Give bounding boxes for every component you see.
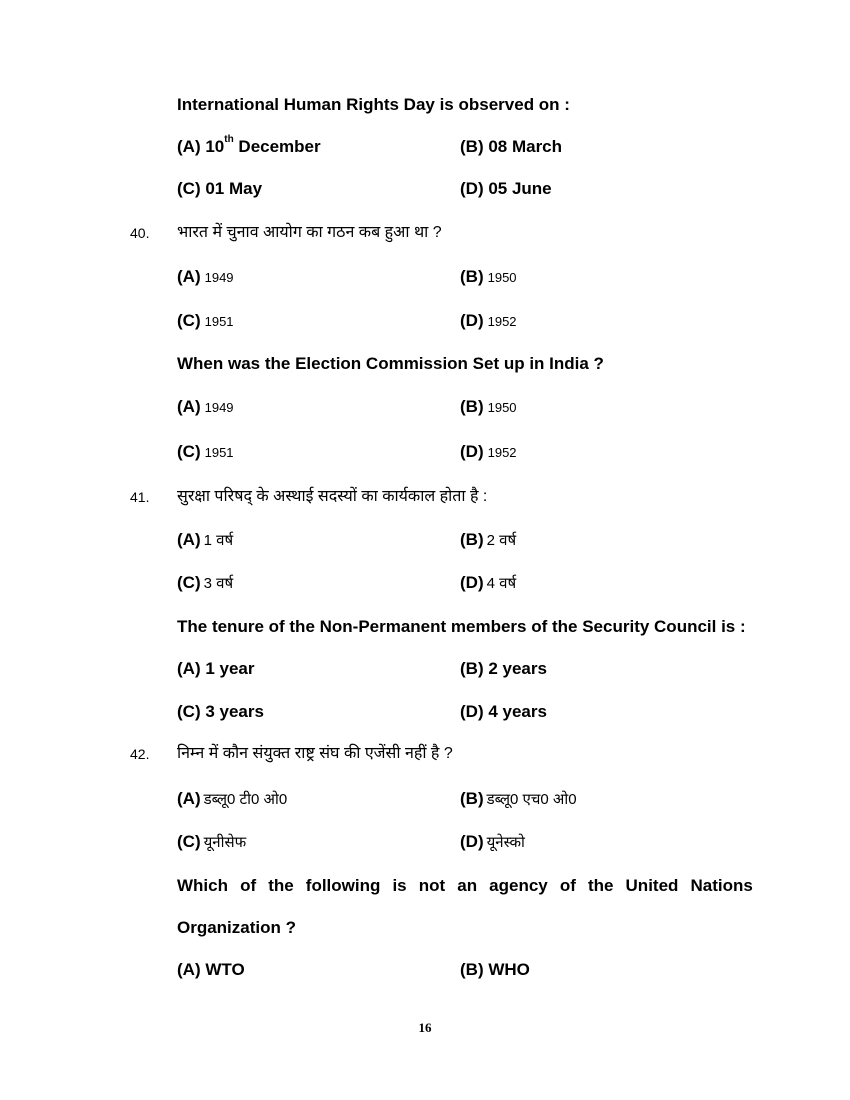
- option-a-hindi: [177, 267, 234, 287]
- option-value: 1949: [204, 400, 234, 415]
- option-d-hindi: [460, 832, 525, 852]
- option-c-hindi: [177, 573, 233, 593]
- option-value: 1950: [487, 270, 517, 285]
- option-label: (A): [177, 267, 201, 286]
- option-value: 4 वर्ष: [486, 575, 517, 592]
- word: following: [305, 876, 381, 895]
- option-c-hindi: [177, 832, 246, 852]
- option-b-hindi: [460, 267, 517, 287]
- option-label: (C): [177, 573, 201, 592]
- option-b: (B) 08 March: [460, 137, 563, 156]
- option-d: (D) 4 years: [460, 702, 547, 721]
- question-text: When was the Election Commission Set up in India ?: [177, 354, 604, 373]
- option-value: 1952: [487, 445, 517, 460]
- option-value: 1951: [204, 445, 234, 460]
- word: not: [418, 876, 446, 895]
- option-label: (C): [177, 832, 201, 851]
- option-a-suffix: December: [233, 137, 321, 156]
- option-value: डब्लू0 टी0 ओ0: [203, 791, 288, 808]
- option-value: 1950: [487, 400, 517, 415]
- option-c: (C) 01 May: [177, 179, 263, 198]
- question-text-hindi: सुरक्षा परिषद् के अस्थाई सदस्यों का कार्यकाल होता है :: [177, 488, 488, 505]
- question-text: International Human Rights Day is observed on :: [177, 95, 570, 114]
- question-number: 41.: [130, 489, 150, 505]
- option-a: (A) WTO: [177, 960, 245, 979]
- option-value: 2 वर्ष: [486, 532, 517, 549]
- option-label: (B): [460, 789, 484, 808]
- option-a: [177, 134, 321, 157]
- option-label: (B): [460, 397, 484, 416]
- option-value: यूनीसेफ: [203, 834, 247, 851]
- word: United: [625, 876, 679, 895]
- option-label: (D): [460, 573, 484, 592]
- word: of: [559, 876, 576, 895]
- option-b: [460, 397, 517, 417]
- superscript: th: [224, 134, 234, 145]
- question-text-hindi: भारत में चुनाव आयोग का गठन कब हुआ था ?: [177, 224, 442, 241]
- question-text-line1: [177, 876, 753, 896]
- question-number: 40.: [130, 225, 150, 241]
- option-label: (B): [460, 267, 484, 286]
- option-b: (B) 2 years: [460, 659, 547, 678]
- word: the: [587, 876, 614, 895]
- question-number: 42.: [130, 746, 150, 762]
- question-text: The tenure of the Non-Permanent members of the Security Council is :: [177, 617, 746, 636]
- word: Nations: [690, 876, 753, 895]
- option-b-hindi: [460, 530, 516, 550]
- option-d-hindi: [460, 573, 516, 593]
- option-value: 1952: [487, 314, 517, 329]
- option-label: (C): [177, 311, 201, 330]
- option-a-prefix: (A) 10: [177, 137, 225, 156]
- option-d-hindi: [460, 311, 517, 331]
- option-c-hindi: [177, 311, 234, 331]
- option-c: (C) 3 years: [177, 702, 264, 721]
- option-value: यूनेस्को: [486, 834, 525, 851]
- word: an: [457, 876, 478, 895]
- page-number: 16: [418, 1020, 432, 1035]
- option-a-hindi: [177, 530, 233, 550]
- question-text-hindi: निम्न में कौन संयुक्त राष्ट्र संघ की एजेंसी नहीं है ?: [177, 745, 453, 762]
- option-label: (B): [460, 530, 484, 549]
- word: agency: [489, 876, 548, 895]
- word: the: [268, 876, 294, 895]
- word: Which: [177, 876, 228, 895]
- question-text-line2: Organization ?: [177, 918, 296, 937]
- option-c: [177, 442, 234, 462]
- option-b: (B) WHO: [460, 960, 530, 979]
- option-a: [177, 397, 234, 417]
- option-label: (D): [460, 311, 484, 330]
- option-a-hindi: [177, 789, 287, 809]
- option-label: (A): [177, 397, 201, 416]
- word: is: [392, 876, 407, 895]
- option-label: (C): [177, 442, 201, 461]
- option-value: 3 वर्ष: [203, 575, 234, 592]
- option-d: (D) 05 June: [460, 179, 552, 198]
- option-label: (A): [177, 530, 201, 549]
- option-value: 1951: [204, 314, 234, 329]
- option-label: (D): [460, 442, 484, 461]
- option-value: 1 वर्ष: [203, 532, 234, 549]
- option-b-hindi: [460, 789, 577, 809]
- option-a: (A) 1 year: [177, 659, 255, 678]
- option-value: 1949: [204, 270, 234, 285]
- option-value: डब्लू0 एच0 ओ0: [486, 791, 577, 808]
- word: of: [240, 876, 257, 895]
- option-label: (A): [177, 789, 201, 808]
- option-d: [460, 442, 517, 462]
- option-label: (D): [460, 832, 484, 851]
